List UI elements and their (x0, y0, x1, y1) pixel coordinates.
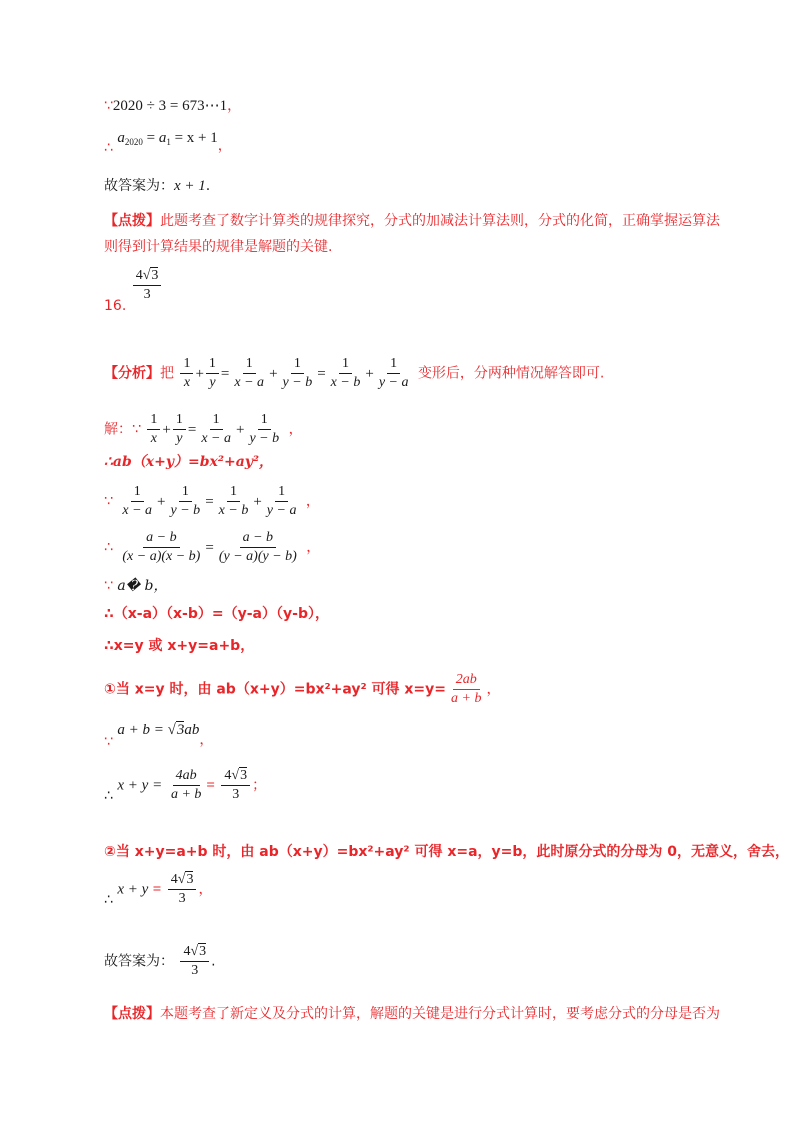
answer-line-1: 故答案为：x + 1. (104, 178, 211, 194)
case-1: ①当 x=y 时，由 ab（x+y）=bx²+ay² 可得 x=y= $\frac{2ab}{a + b}$ ， (104, 672, 501, 706)
question-16-answer (104, 268, 163, 314)
case-2-result: ∴ x + y = $\frac{4√3}{3}$ ， (104, 872, 213, 908)
step-fraction-equality: ∵ $\frac{1}{x - a}$ + $\frac{1}{y - b}$ = $\frac{1}{x - b}$ + $\frac{1}{y - a}$ ， (104, 484, 320, 518)
question-number: 16. (104, 297, 127, 314)
a2020-expr: $a_{2020} = a_1 = x + 1$ (117, 130, 218, 147)
step-ab-equation: ∴ab（x+y）=bx²+ay²， (104, 454, 274, 470)
case-1-result: ∴ x + y = $\frac{4ab}{a + b}$ = $\frac{4√3}{3}$ ； (104, 768, 267, 804)
step-a-neq-b: ∵ a� b， (104, 578, 168, 594)
fraction-4sqrt3-over-3: $\frac{4√3}{3}$ (133, 268, 162, 303)
tip-paragraph-1: 【点拨】此题考查了数字计算类的规律探究，分式的加减法计算法则，分式的化简，正确掌握运算法 则得到计算结果的规律是解题的关键. (104, 213, 720, 255)
line-because-division: ∵2020 ÷ 3 = 673⋯1， (104, 98, 242, 114)
step-combined-fractions: ∴ $\frac{a - b}{(x - a)(x - b)}$ = $\frac{a - b}{(y - a)(y - b)}$ ， (104, 530, 321, 564)
step-or-condition: ∴x=y 或 x+y=a+b， (104, 638, 255, 654)
tip-paragraph-2: 【点拨】本题考查了新定义及分式的计算，解题的关键是进行分式计算时，要考虑分式的分母是否为 (104, 1006, 720, 1022)
answer-line-2: 故答案为： $\frac{4√3}{3}$ . (104, 944, 216, 978)
division-expr: 2020 ÷ 3 = 673⋯1 (112, 98, 228, 114)
line-a2020: ∴ $a_{2020} = a_1 = x + 1$， (104, 130, 232, 156)
step-products: ∴（x-a）（x-b）=（y-a）（y-b）， (104, 606, 329, 622)
case-1-sqrt-step: ∵ a + b = √3ab， (104, 722, 214, 750)
solution-start: 解：∵ $\frac{1}{x}$ + $\frac{1}{y}$ = $\frac{1}{x - a}$ + $\frac{1}{y - b}$ ， (104, 412, 303, 446)
fraction-2ab: $\frac{2ab}{a + b}$ (451, 672, 482, 706)
analysis-line: 【分析】把 $\frac{1}{x}$ + $\frac{1}{y}$ = $\frac{1}{x - a}$ + $\frac{1}{y - b}$ = $\frac{1}{x - b}$ + $\frac{1}{y - a}$ 变形后，分两种情况解答即可. (104, 356, 605, 390)
case-2: ②当 x+y=a+b 时，由 ab（x+y）=bx²+ay² 可得 x=a，y=b，此时原分式的分母为 0，无意义，舍去， (104, 844, 790, 860)
